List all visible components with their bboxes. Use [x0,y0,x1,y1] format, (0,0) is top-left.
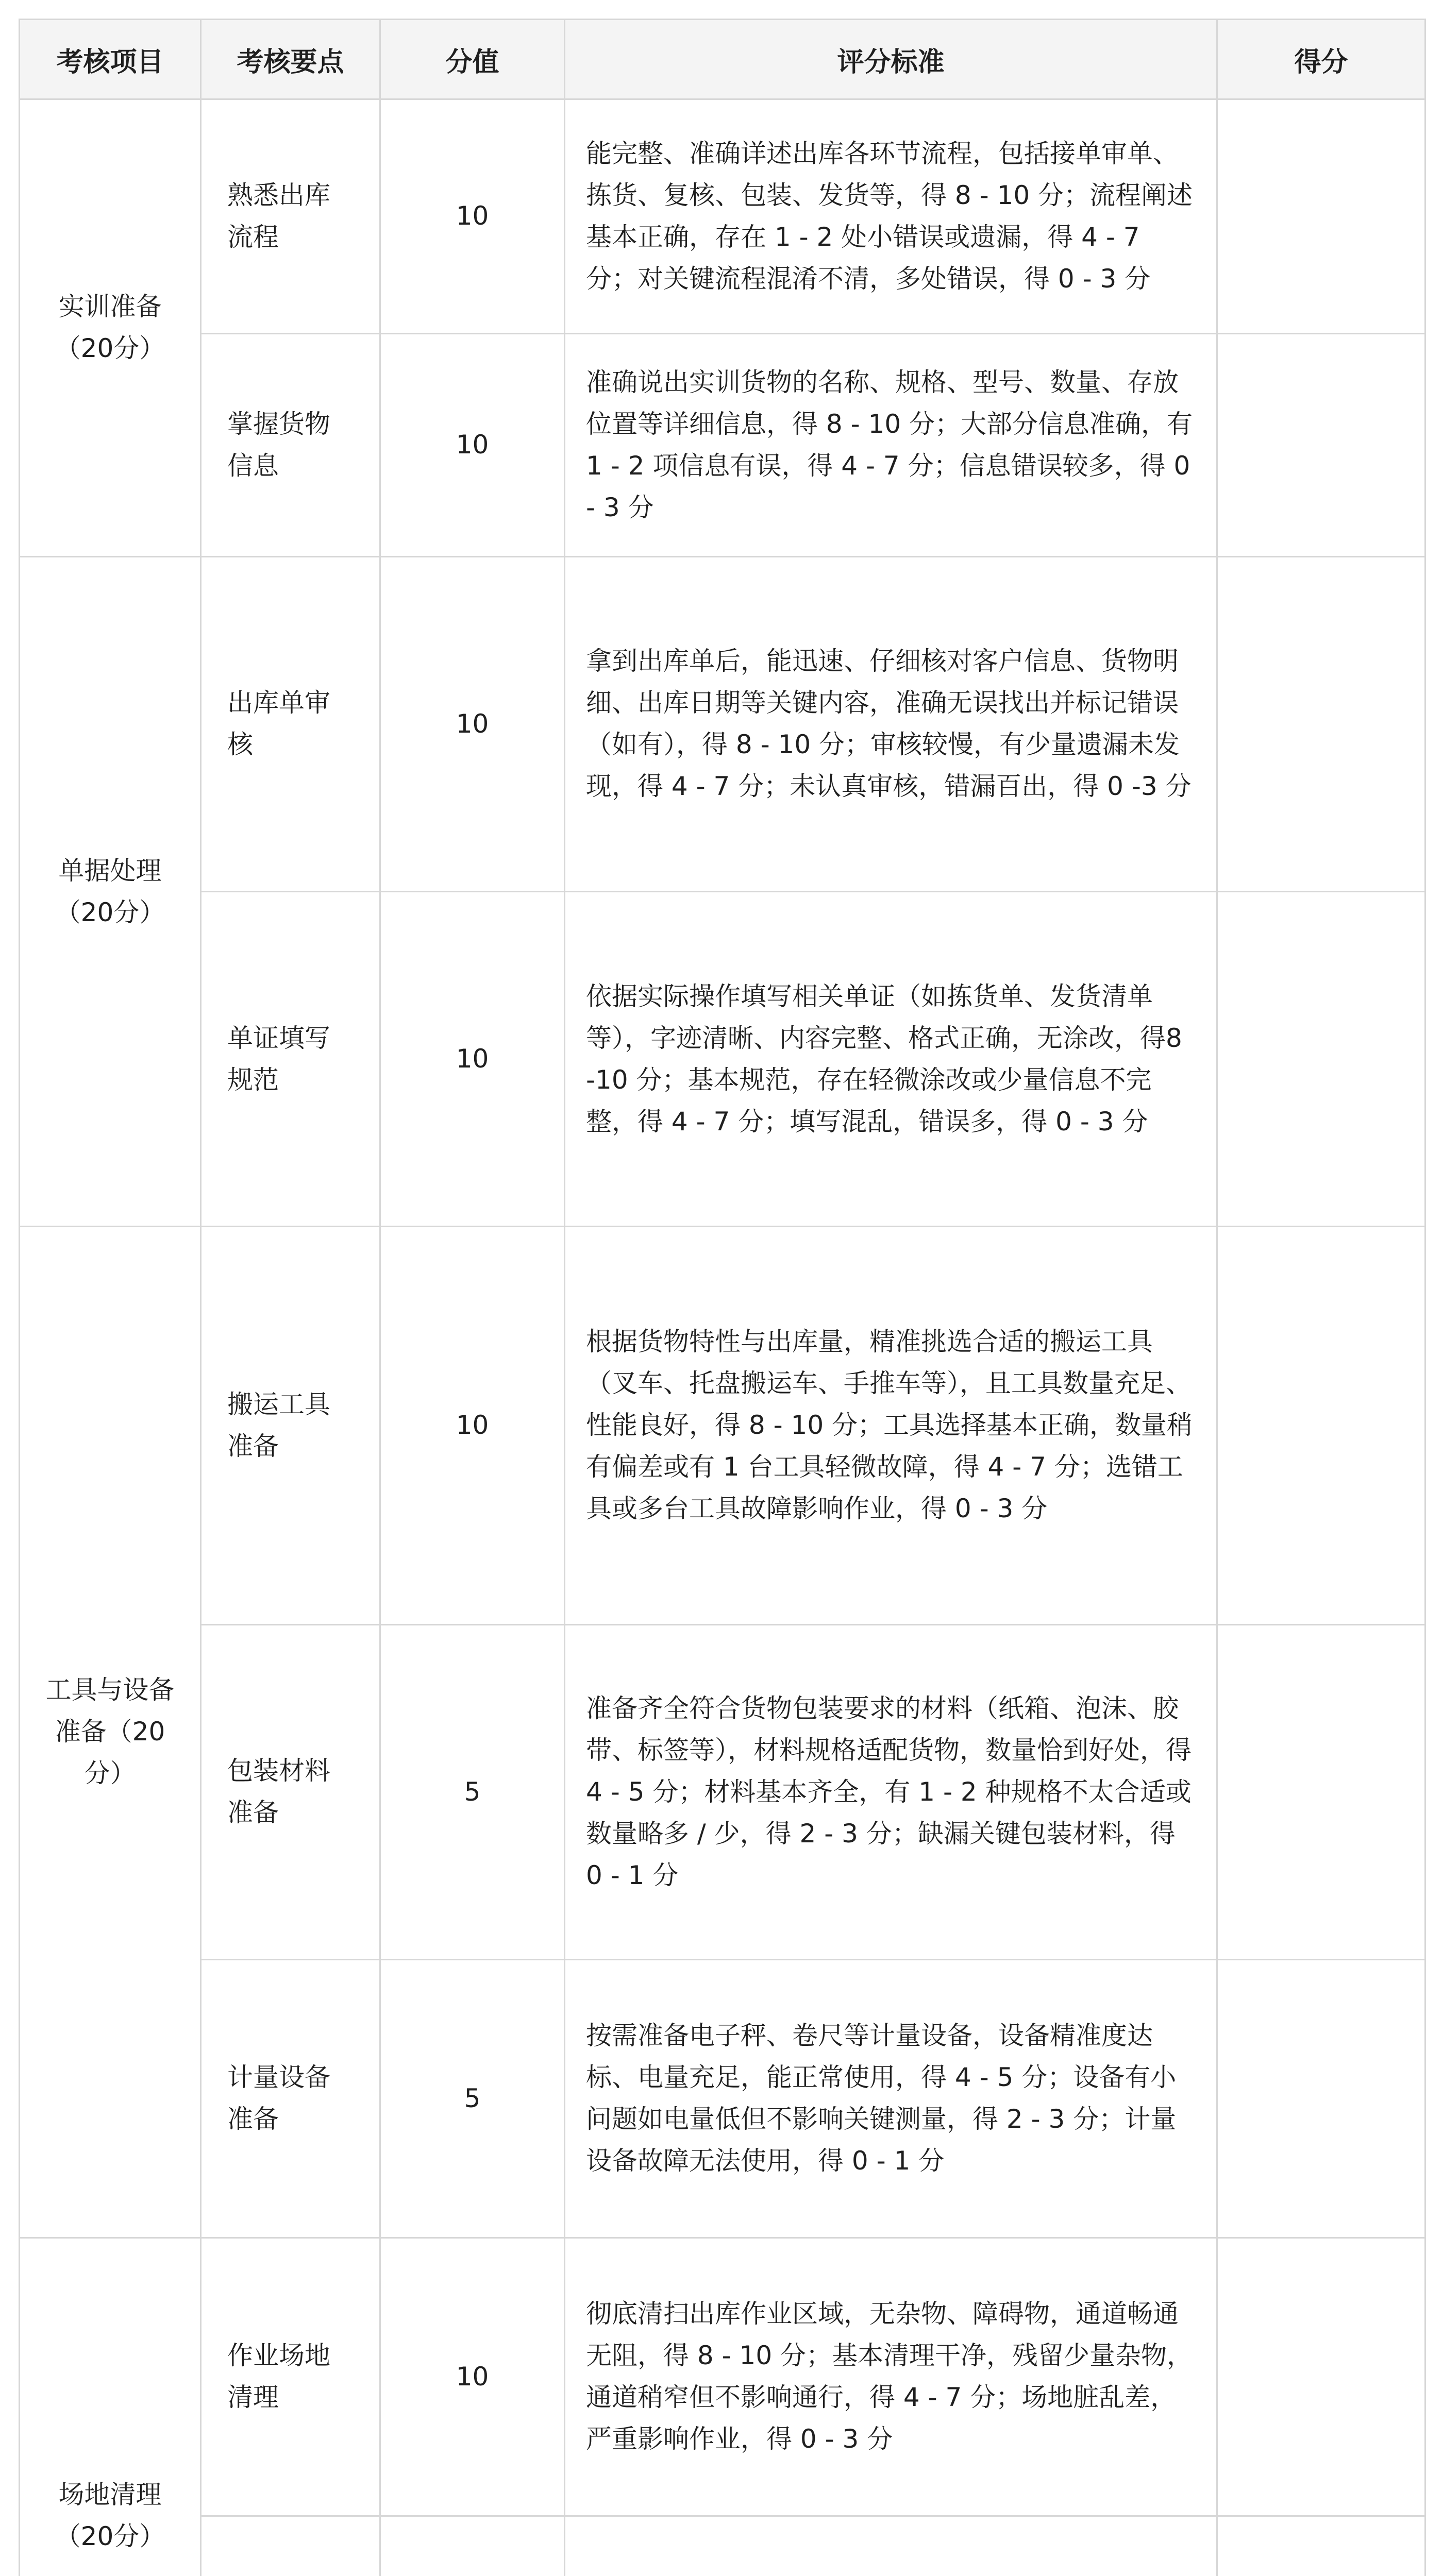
table-row [20,2516,1425,2576]
point-cell: 熟悉出库流程 [201,99,380,334]
table-row [20,892,1425,1227]
category-cell: 单据处理（20分） [20,556,201,1226]
point-cell: 搬运工具准备 [201,1227,380,1625]
category-cell: 工具与设备准备（20分） [20,1227,201,2238]
score-cell: 5 [380,1959,565,2238]
table-row [20,1624,1425,1959]
obtained-score-cell[interactable] [1217,2516,1425,2576]
table-row [20,556,1425,891]
score-cell: 10 [380,1227,565,1625]
point-cell: 计量设备准备 [201,1959,380,2238]
header-category: 考核项目 [20,20,201,99]
obtained-score-cell[interactable] [1217,2238,1425,2516]
point-cell: 包装材料准备 [201,1624,380,1959]
obtained-score-cell[interactable] [1217,556,1425,891]
score-cell: 10 [380,2238,565,2516]
criteria-cell: 准备齐全符合货物包装要求的材料（纸箱、泡沫、胶带、标签等），材料规格适配货物，数量恰到好处，得 4 - 5 分；材料基本齐全，有 1 - 2 种规格不太合适或数量略多 / 少，得 2 - 3 分；缺漏关键包装材料，得 0 - 1 分 [565,1624,1217,1959]
score-cell: 10 [380,99,565,334]
criteria-cell: 依据实际操作填写相关单证（如拣货单、发货清单等），字迹清晰、内容完整、格式正确，无涂改，得8 -10 分；基本规范，存在轻微涂改或少量信息不完整，得 4 - 7 分；填写混乱，错误多，得 0 - 3 分 [565,892,1217,1227]
obtained-score-cell[interactable] [1217,1624,1425,1959]
obtained-score-cell[interactable] [1217,1959,1425,2238]
criteria-cell: 拿到出库单后，能迅速、仔细核对客户信息、货物明细、出库日期等关键内容，准确无误找出并标记错误（如有），得 8 - 10 分；审核较慢，有少量遗漏未发现，得 4 - 7 分；未认真审核，错漏百出，得 0 -3 分 [565,556,1217,891]
criteria-cell [565,2516,1217,2576]
header-point: 考核要点 [201,20,380,99]
obtained-score-cell[interactable] [1217,892,1425,1227]
score-cell: 10 [380,556,565,891]
obtained-score-cell[interactable] [1217,99,1425,334]
point-cell [201,2516,380,2576]
category-cell: 场地清理（20分） [20,2238,201,2576]
criteria-cell: 彻底清扫出库作业区域，无杂物、障碍物，通道畅通无阻，得 8 - 10 分；基本清理干净，残留少量杂物，通道稍窄但不影响通行，得 4 - 7 分；场地脏乱差，严重影响作业，得 0 - 3 分 [565,2238,1217,2516]
criteria-cell: 按需准备电子秤、卷尺等计量设备，设备精准度达标、电量充足，能正常使用，得 4 - 5 分；设备有小问题如电量低但不影响关键测量，得 2 - 3 分；计量设备故障无法使用，得 0 - 1 分 [565,1959,1217,2238]
score-cell: 10 [380,892,565,1227]
point-cell: 作业场地清理 [201,2238,380,2516]
table-row [20,333,1425,556]
header-obtained: 得分 [1217,20,1425,99]
obtained-score-cell[interactable] [1217,333,1425,556]
point-cell: 出库单审核 [201,556,380,891]
table-header-row [20,20,1425,99]
table-row [20,99,1425,334]
criteria-cell: 根据货物特性与出库量，精准挑选合适的搬运工具（叉车、托盘搬运车、手推车等），且工具数量充足、性能良好，得 8 - 10 分；工具选择基本正确，数量稍有偏差或有 1 台工具轻微故障，得 4 - 7 分；选错工具或多台工具故障影响作业，得 0 - 3 分 [565,1227,1217,1625]
point-cell: 单证填写规范 [201,892,380,1227]
header-criteria: 评分标准 [565,20,1217,99]
score-cell: 10 [380,333,565,556]
obtained-score-cell[interactable] [1217,1227,1425,1625]
scoring-table-container [19,19,1424,2576]
score-cell [380,2516,565,2576]
table-row [20,1227,1425,1625]
point-cell: 掌握货物信息 [201,333,380,556]
header-score: 分值 [380,20,565,99]
scoring-table [19,19,1426,2576]
score-cell: 5 [380,1624,565,1959]
table-row [20,1959,1425,2238]
criteria-cell: 准确说出实训货物的名称、规格、型号、数量、存放位置等详细信息，得 8 - 10 分；大部分信息准确，有 1 - 2 项信息有误，得 4 - 7 分；信息错误较多，得 0 - 3 分 [565,333,1217,556]
category-cell: 实训准备（20分） [20,99,201,557]
criteria-cell: 能完整、准确详述出库各环节流程，包括接单审单、拣货、复核、包装、发货等，得 8 - 10 分；流程阐述基本正确，存在 1 - 2 处小错误或遗漏，得 4 - 7 分；对关键流程混淆不清，多处错误，得 0 - 3 分 [565,99,1217,334]
table-row [20,2238,1425,2516]
